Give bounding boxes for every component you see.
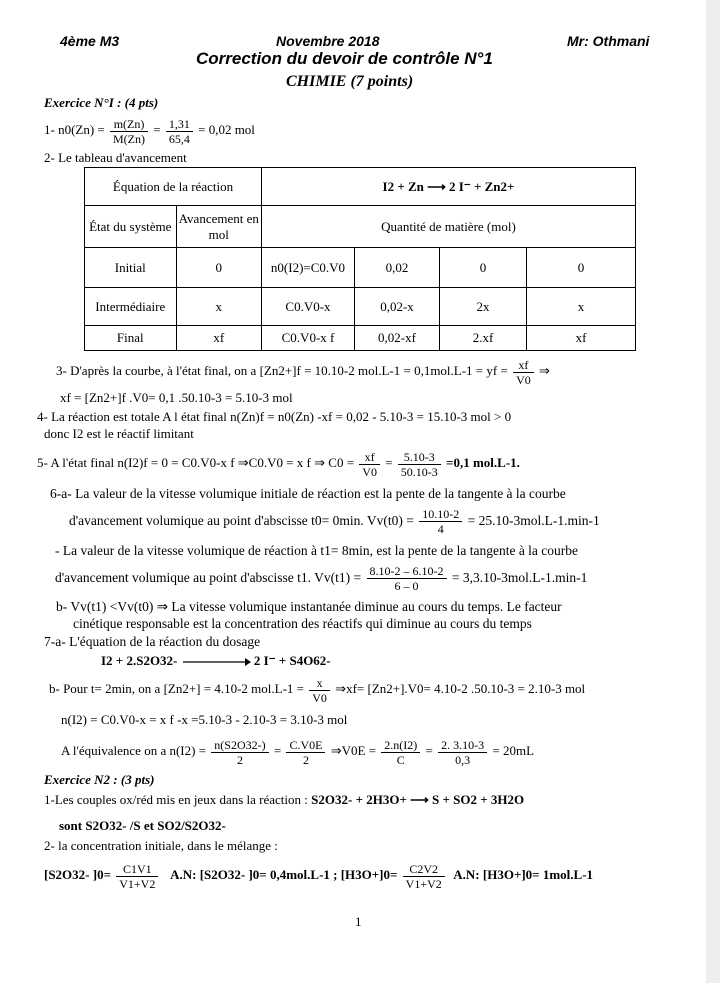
- class-label: 4ème M3: [60, 33, 120, 49]
- q5-fraction-2: $\frac{5.10-3}{50.10-3}$: [398, 450, 441, 479]
- q7-equation: [101, 653, 331, 669]
- q6a4-text: d'avancement volumique au point d'abscisse t1. Vv(t1) =: [55, 570, 362, 585]
- q3-fraction: $\frac{xf}{V0}$: [513, 358, 534, 387]
- ex2-q1-line: [44, 792, 524, 808]
- q7d-fraction-3: $\frac{2.n(I2)}{C}$: [381, 738, 420, 767]
- q6a-line-1: 6-a- La valeur de la vitesse volumique initiale de réaction est la pente de la tangente à la courbe: [50, 486, 566, 501]
- q5-fraction-1: $\frac{xf}{V0}$: [359, 450, 380, 479]
- ex2-q2-fraction-2: $\frac{C2V2}{V1+V2}$: [403, 862, 445, 891]
- q6a-fraction: $\frac{10.10-2}{4}$: [419, 507, 462, 536]
- table-cell: 2x: [440, 288, 527, 326]
- table-cell: xf: [527, 326, 636, 351]
- table-cell: 0: [176, 248, 261, 288]
- q7d-result: = 20mL: [492, 743, 535, 758]
- table-cell: Initial: [85, 248, 177, 288]
- q1-lhs: 1- n0(Zn) =: [44, 122, 105, 137]
- table-cell: Final: [85, 326, 177, 351]
- q7b-fraction: $\frac{x}{V0}$: [309, 676, 330, 705]
- q7d-fraction-4: $\frac{2. 3.10-3}{0,3}$: [438, 738, 487, 767]
- q1-result: = 0,02 mol: [198, 122, 255, 137]
- q1-line: 1- n0(Zn) = $\frac{m(Zn)}{M(Zn)}$ = $\frac{1,31}{65,4}$ = 0,02 mol: [44, 116, 255, 146]
- q4-line-1: 4- La réaction est totale A l état final n(Zn)f = n0(Zn) -xf = 0,02 - 5.10-3 = 15.10-3 mol > 0: [37, 409, 512, 424]
- table-col-state: État du système: [85, 206, 177, 248]
- ex2-q2-an2: A.N: [H3O+]0= 1mol.L-1: [453, 867, 594, 882]
- table-cell: xf: [176, 326, 261, 351]
- q6a-line-3: - La valeur de la vitesse volumique de réaction à t1= 8min, est la pente de la tangente à la courbe: [55, 543, 579, 558]
- q7d-line: A l'équivalence on a n(I2) = $\frac{n(S2O32-)}{2}$ = $\frac{C.V0E}{2}$ ⇒V0E = $\frac{2.n(I2)}{C}$ = $\frac{2. 3.10-3}{0,3}$ = 20mL: [61, 737, 535, 767]
- ex2-q2-fraction-1: $\frac{C1V1}{V1+V2}$: [116, 862, 158, 891]
- table-cell: x: [527, 288, 636, 326]
- ex2-q2-an1: A.N: [S2O32- ]0= 0,4mol.L-1 ; [H3O+]0=: [170, 867, 398, 882]
- advancement-table: [84, 167, 636, 351]
- q6a4-result: = 3,3.10-3mol.L-1.min-1: [451, 570, 588, 585]
- exercise-2-heading: Exercice N2 : (3 pts): [44, 772, 155, 787]
- table-col-advancement: Avancement en mol: [176, 206, 261, 248]
- table-eq-label: Équation de la réaction: [85, 168, 262, 206]
- q2-label: 2- Le tableau d'avancement: [44, 150, 187, 165]
- page-title: Correction du devoir de contrôle N°1: [196, 49, 493, 68]
- q6a-result: = 25.10-3mol.L-1.min-1: [467, 513, 600, 528]
- q7d-text: A l'équivalence on a n(I2) =: [61, 743, 207, 758]
- table-cell: Intermédiaire: [85, 288, 177, 326]
- q7b-text: b- Pour t= 2min, on a [Zn2+] = 4.10-2 mol.L-1 =: [49, 681, 304, 696]
- table-cell: n0(I2)=C0.V0: [262, 248, 355, 288]
- q6a-line-4: [55, 560, 587, 596]
- reaction-arrow-icon: [181, 657, 251, 667]
- q5-text: 5- A l'état final n(I2)f = 0 = C0.V0-x f ⇒C0.V0 = x f ⇒ C0 =: [37, 455, 355, 470]
- q6b-line-2: cinétique responsable est la concentration des réactifs qui diminue au cours du temps: [73, 616, 532, 631]
- q5-result: =0,1 mol.L-1.: [446, 455, 520, 470]
- q7d-mid: ⇒V0E =: [330, 743, 377, 758]
- exercise-1-heading: Exercice N°I : (4 pts): [44, 95, 159, 110]
- q6a-text: d'avancement volumique au point d'abscisse t0= 0min. Vv(t0) =: [69, 513, 414, 528]
- table-cell: 0,02-xf: [355, 326, 440, 351]
- page-subtitle: CHIMIE (7 points): [286, 73, 414, 90]
- table-cell: 0: [527, 248, 636, 288]
- table-cell: 0,02-x: [355, 288, 440, 326]
- q1-fraction-1: $\frac{m(Zn)}{M(Zn)}$: [110, 117, 148, 146]
- table-equation: I2 + Zn ⟶ 2 I⁻ + Zn2+: [262, 168, 636, 206]
- table-cell: C0.V0-x f: [262, 326, 355, 351]
- q7-equation-left: I2 + 2.S2O32-: [101, 653, 178, 668]
- q1-fraction-2: $\frac{1,31}{65,4}$: [166, 117, 193, 146]
- q7d-fraction-2: $\frac{C.V0E}{2}$: [286, 738, 325, 767]
- implies-symbol: ⇒: [538, 363, 550, 378]
- table-cell: x: [176, 288, 261, 326]
- table-cell: 2.xf: [440, 326, 527, 351]
- ex2-q1-text: 1-Les couples ox/réd mis en jeux dans la réaction :: [44, 792, 308, 807]
- table-cell: 0,02: [355, 248, 440, 288]
- table-row: [85, 288, 636, 326]
- ex2-q2-label: 2- la concentration initiale, dans le mélange :: [44, 838, 278, 853]
- page-edge: [706, 0, 720, 983]
- q7b-line-1: [49, 671, 585, 707]
- q3-text: 3- D'après la courbe, à l'état final, on a [Zn2+]f = 10.10-2 mol.L-1 = 0,1mol.L-1 = yf =: [56, 363, 508, 378]
- q7a-label: 7-a- L'équation de la réaction du dosage: [44, 634, 261, 649]
- q7c-line: n(I2) = C0.V0-x = x f -x =5.10-3 - 2.10-3 = 3.10-3 mol: [61, 712, 348, 727]
- q3-line-1: [56, 354, 550, 388]
- q7-equation-right: 2 I⁻ + S4O62-: [253, 653, 331, 668]
- ex2-q1-equation: S2O32- + 2H3O+ ⟶ S + SO2 + 3H2O: [311, 792, 525, 807]
- q4-line-2: donc I2 est le réactif limitant: [44, 426, 194, 441]
- ex2-q1-couples: sont S2O32- /S et SO2/S2O32-: [59, 818, 226, 833]
- q7b-result: ⇒xf= [Zn2+].V0= 4.10-2 .50.10-3 = 2.10-3 mol: [335, 681, 586, 696]
- table-cell: C0.V0-x: [262, 288, 355, 326]
- q3-line-2: xf = [Zn2+]f .V0= 0,1 .50.10-3 = 5.10-3 mol: [60, 390, 293, 405]
- teacher-label: Mr: Othmani: [567, 33, 650, 49]
- table-cell: 0: [440, 248, 527, 288]
- table-row: [85, 326, 636, 351]
- q5-line: 5- A l'état final n(I2)f = 0 = C0.V0-x f ⇒C0.V0 = x f ⇒ C0 = $\frac{xf}{V0}$ = $\frac{5.10-3}{50.10-3}$ =0,1 mol.L-1.: [37, 449, 520, 479]
- q6a4-fraction: $\frac{8.10-2 - 6.10-2}{6 - 0}$: [367, 564, 447, 593]
- q7d-fraction-1: $\frac{n(S2O32-)}{2}$: [211, 738, 268, 767]
- table-col-quantity: Quantité de matière (mol): [262, 206, 636, 248]
- q6a-line-2: [69, 504, 600, 538]
- page-number: 1: [355, 914, 362, 929]
- q6b-line-1: b- Vv(t1) <Vv(t0) ⇒ La vitesse volumique instantanée diminue au cours du temps. Le facteur: [56, 599, 562, 614]
- table-row: [85, 248, 636, 288]
- ex2-q2-lhs: [S2O32- ]0=: [44, 867, 111, 882]
- date-label: Novembre 2018: [276, 33, 380, 49]
- ex2-q2-line: [44, 856, 593, 894]
